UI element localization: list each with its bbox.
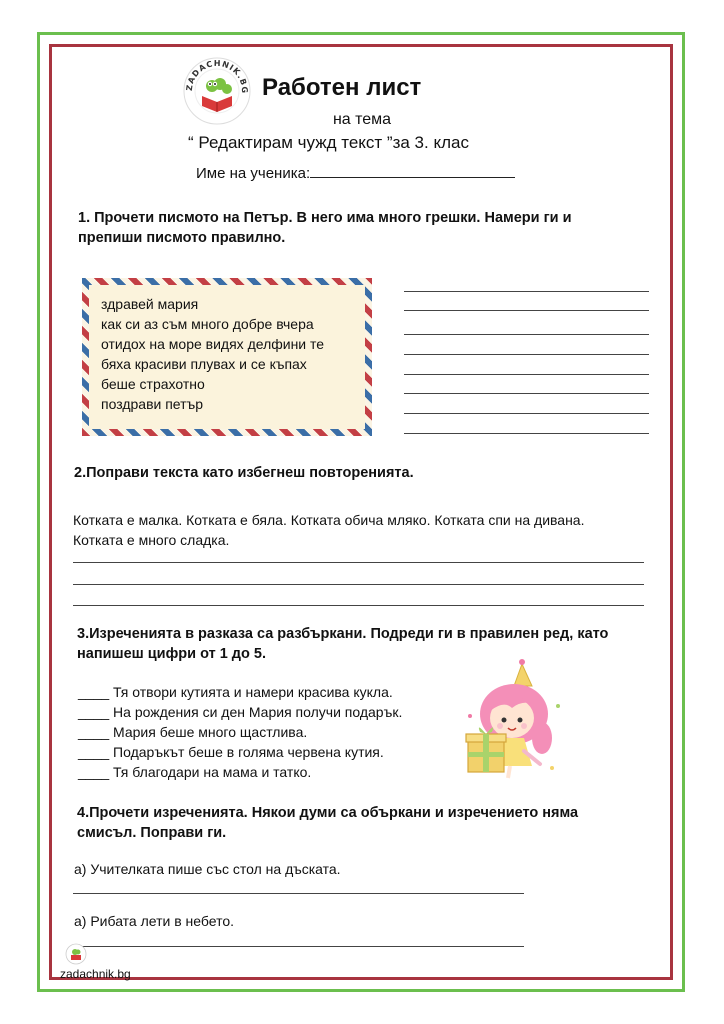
logo-text: ZADACHNIK.BG bbox=[184, 58, 250, 95]
letter-line: здравей мария bbox=[101, 296, 199, 312]
worksheet-topic: “ Редактирам чужд текст ”за 3. клас bbox=[188, 133, 469, 152]
order-item[interactable]: ____ Тя отвори кутията и намери красива кукла. bbox=[78, 684, 393, 700]
girl-with-gift-illustration bbox=[462, 656, 567, 781]
answer-line[interactable] bbox=[404, 310, 649, 311]
answer-line[interactable] bbox=[404, 393, 649, 394]
answer-line[interactable] bbox=[404, 354, 649, 355]
task4-sentence-a: а) Учителката пише със стол на дъската. bbox=[74, 861, 341, 877]
task3-prompt-line2: напишеш цифри от 1 до 5. bbox=[77, 646, 266, 662]
letter-body bbox=[89, 285, 365, 429]
letter-line: беше страхотно bbox=[101, 376, 205, 392]
order-item[interactable]: ____ Тя благодари на мама и татко. bbox=[78, 764, 312, 780]
task1-prompt-line2: препиши писмото правилно. bbox=[78, 230, 286, 246]
task1-prompt-line1: 1. Прочети писмото на Петър. В него има много грешки. Намери ги и bbox=[78, 210, 572, 226]
answer-line[interactable] bbox=[73, 946, 524, 947]
order-item[interactable]: ____ Мария беше много щастлива. bbox=[78, 724, 308, 740]
task3-prompt-line1: 3.Изреченията в разказа са разбъркани. Подреди ги в правилен ред, като bbox=[77, 626, 609, 642]
task3-list bbox=[78, 682, 402, 782]
footer-url[interactable]: zadachnik.bg bbox=[60, 967, 131, 981]
task2-text-line1: Котката е малка. Котката е бяла. Котката обича мляко. Котката спи на дивана. bbox=[73, 512, 585, 528]
worksheet-subtitle: на тема bbox=[332, 111, 392, 128]
answer-line[interactable] bbox=[73, 893, 524, 894]
task2-text-line2: Котката е много сладка. bbox=[73, 532, 230, 548]
footer-logo-icon bbox=[65, 943, 87, 965]
letter-line: поздрави петър bbox=[101, 396, 204, 412]
task2-prompt: 2.Поправи текста като избегнеш повторенията. bbox=[74, 465, 414, 481]
answer-line[interactable] bbox=[73, 584, 644, 585]
answer-line[interactable] bbox=[404, 433, 649, 434]
answer-line[interactable] bbox=[404, 413, 649, 414]
student-name-label: Име на ученика: bbox=[196, 165, 311, 182]
student-name-blank[interactable] bbox=[310, 163, 515, 178]
task4-prompt-line1: 4.Прочети изреченията. Някои думи са объркани и изречението няма bbox=[77, 805, 579, 821]
task4-prompt bbox=[77, 803, 578, 843]
letter-line: как си аз съм много добре вчера bbox=[101, 316, 314, 332]
answer-line[interactable] bbox=[404, 374, 649, 375]
student-name-row bbox=[196, 163, 515, 182]
answer-line[interactable] bbox=[73, 605, 644, 606]
task4-sentence-b: а) Рибата лети в небето. bbox=[74, 913, 235, 929]
order-item[interactable]: ____ Подаръкът беше в голяма червена кутия. bbox=[78, 744, 384, 760]
order-item[interactable]: ____ На рождения си ден Мария получи подарък. bbox=[78, 704, 403, 720]
task4-prompt-line2: смисъл. Поправи ги. bbox=[77, 825, 227, 841]
answer-line[interactable] bbox=[404, 334, 649, 335]
answer-line[interactable] bbox=[73, 562, 644, 563]
answer-line[interactable] bbox=[404, 291, 649, 292]
letter-line: отидох на море видях делфини те bbox=[101, 336, 325, 352]
worksheet-title: Работен лист bbox=[262, 74, 422, 101]
letter-line: бяха красиви плувах и се къпах bbox=[101, 356, 307, 372]
task1-prompt bbox=[78, 208, 572, 248]
airmail-envelope bbox=[82, 278, 372, 436]
task2-text bbox=[73, 510, 585, 550]
